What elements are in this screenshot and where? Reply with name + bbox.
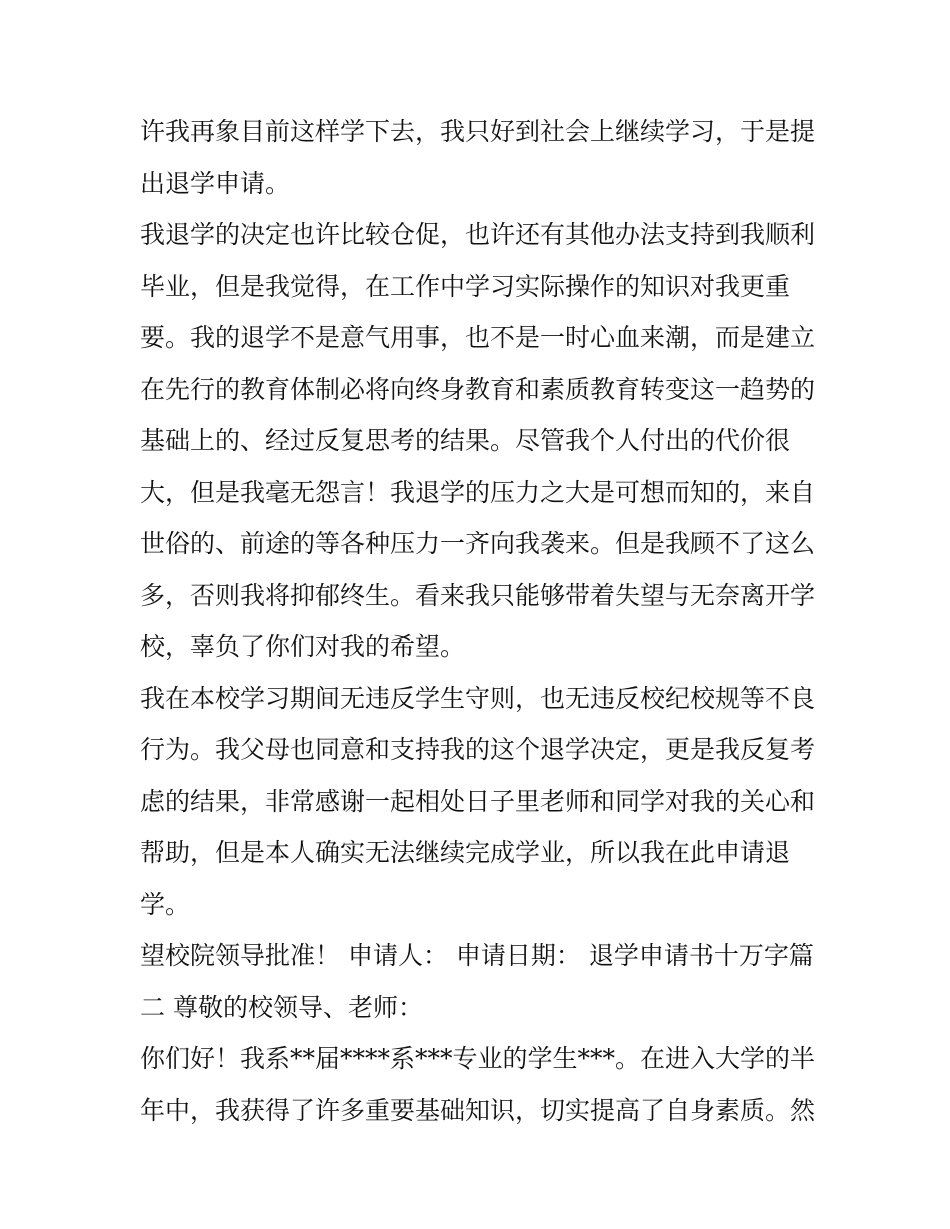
text-line: 校，辜负了你们对我的希望。 [140, 632, 466, 661]
text-line: 我在本校学习期间无违反学生守则，也无违反校纪校规等不良 [140, 683, 816, 713]
text-line: 我退学的决定也许比较仓促，也许还有其他办法支持到我顺利 [140, 220, 816, 249]
text-line: 出退学申请。 [140, 168, 291, 198]
text-line: 你们好！我系**届****系***专业的学生***。在进入大学的半 [140, 1044, 816, 1073]
text-line: 在先行的教育体制必将向终身教育和素质教育转变这一趋势的 [140, 374, 816, 404]
text-line: 虑的结果，非常感谢一起相处日子里老师和同学对我的关心和 [140, 786, 816, 816]
text-line: 毕业，但是我觉得，在工作中学习实际操作的知识对我更重 [140, 271, 791, 301]
text-line: 年中，我获得了许多重要基础知识，切实提高了自身素质。然 [140, 1095, 816, 1125]
text-line: 学。 [140, 889, 191, 919]
text-line: 行为。我父母也同意和支持我的这个退学决定，更是我反复考 [140, 735, 816, 764]
text-line: 世俗的、前途的等各种压力一齐向我袭来。但是我顾不了这么 [140, 529, 816, 558]
text-line: 二 尊敬的校领导、老师： [140, 992, 423, 1022]
document-body [140, 106, 820, 1136]
text-line: 要。我的退学不是意气用事，也不是一时心血来潮，而是建立 [140, 323, 816, 352]
text-line: 多，否则我将抑郁终生。看来我只能够带着失望与无奈离开学 [140, 580, 816, 610]
text-line: 许我再象目前这样学下去，我只好到社会上继续学习，于是提 [140, 117, 816, 146]
text-line: 帮助，但是本人确实无法继续完成学业，所以我在此申请退 [140, 838, 791, 867]
text-line: 大，但是我毫无怨言！我退学的压力之大是可想而知的，来自 [140, 477, 816, 507]
text-line: 基础上的、经过反复思考的结果。尽管我个人付出的代价很 [140, 426, 791, 455]
text-line: 望校院领导批准！ 申请人： 申请日期： 退学申请书十万字篇 [140, 941, 814, 970]
